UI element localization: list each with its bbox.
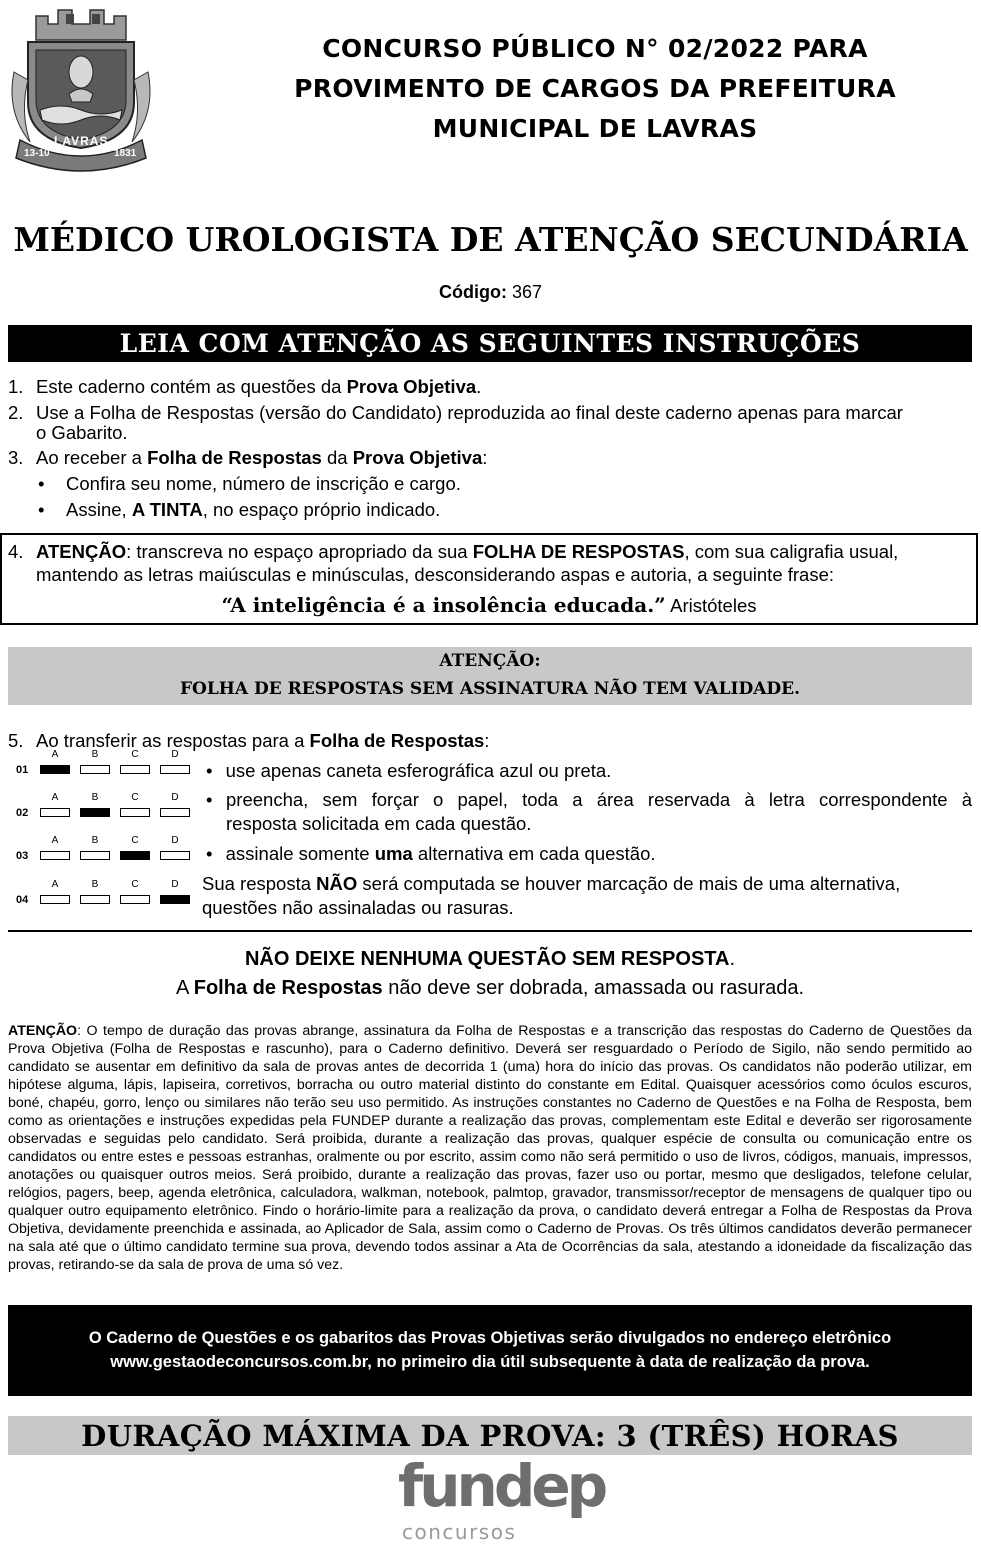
filled-bubble [120, 851, 150, 860]
filled-bubble [40, 765, 70, 774]
question-number: 01 [16, 764, 29, 776]
empty-bubble [120, 895, 150, 904]
bullet-text: use apenas caneta esferográfica azul ou preta. [225, 760, 612, 781]
empty-bubble [40, 808, 70, 817]
no-fold-text: não deve ser dobrada, amassada ou rasurada. [382, 977, 805, 999]
bullet-icon: • [38, 499, 45, 520]
no-blank-end: . [729, 948, 736, 970]
item-5-heading [8, 730, 972, 752]
attention-title: ATENÇÃO: [439, 651, 541, 671]
bullet-icon: • [206, 760, 213, 781]
publish-line-1: O Caderno de Questões e os gabaritos das Provas Objetivas serão divulgados no endereço eletrônico [88, 1329, 892, 1347]
item-4-label: ATENÇÃO [36, 541, 127, 562]
divider [8, 930, 972, 932]
no-fold-text: A [175, 977, 194, 999]
warning-paragraph [8, 1022, 972, 1274]
attention-text: FOLHA DE RESPOSTAS SEM ASSINATURA NÃO TEM VALIDADE. [179, 679, 801, 699]
codigo [0, 282, 981, 303]
option-letter: A [51, 879, 59, 890]
item-text: Ao transferir as respostas para a [36, 730, 310, 751]
duration-banner: DURAÇÃO MÁXIMA DA PROVA: 3 (TRÊS) HORAS [8, 1416, 972, 1455]
answer-example-row [16, 792, 196, 825]
item-number: 4. [8, 541, 24, 562]
option-letter: B [91, 792, 99, 803]
item-bold: Prova Objetiva [352, 447, 483, 468]
option-letter: C [131, 835, 139, 846]
item-number: 2. [8, 402, 24, 423]
item-text: : transcreva no espaço apropriado da sua [126, 541, 473, 562]
item-5-bullet-2-cont: resposta solicitada em cada questão. [226, 813, 532, 834]
empty-bubble [160, 765, 190, 774]
empty-bubble [120, 808, 150, 817]
item-bold: Prova Objetiva [346, 376, 477, 397]
answer-example-row [16, 879, 196, 912]
bullet-icon: • [206, 843, 213, 864]
warning-text: : O tempo de duração das provas abrange, assinatura da Folha de Respostas e a transcrição das respostas do Caderno de Questões da Prova Objetiva (Folha de Respostas e rascunho), para o Caderno definitivo. Deverá ser resguardado o Período de Sigilo, não sendo permitido ao candidato se ausentar em definitivo da sala de provas antes de decorrida 1 (uma) hora do início das provas. Os candidatos não poderão utilizar, em hipótese alguma, lápis, lapiseira, corretivos, borracha ou outro material distinto do constante em Edital. Quaisquer acessórios como óculos escuros, boné, chapéu, gorro, lenço ou similares não terão seu uso permitido. As instruções constantes no Caderno de Questões e na Folha de Resposta, bem como as orientações e instruções expedidas pela FUNDEP durante a realização das provas, complementam este Edital e deverão ser rigorosamente observadas e seguidas pelo candidato. Será proibida, durante a realização das provas, qualquer espécie de consulta ou comunicação entre os candidatos ou entre estes e pessoas estranhas, oralmente ou por escrito, assim como não será permitido o uso de livros, códigos, manuais, impressos, anotações ou quaisquer outros meios. Será proibido, durante a realização das provas, fazer uso ou portar, mesmo que desligados, telefone celular, relógios, pagers, beep, agenda eletrônica, calculadora, walkman, notebook, palmtop, gravador, transmissor/receptor de mensagens de qualquer tipo ou qualquer outro equipamento eletrônico. Findo o horário-limite para a realização da prova, o candidato deverá entregar a Folha de Respostas da Prova Objetiva, devidamente preenchida e assinada, ao Aplicador de Sala, assim como o Caderno de Provas. Os três últimos candidatos deverão permanecer na sala até que o último candidato termine sua prova, devendo todos assinar a Ata de Ocorrências da sala, atestando a idoneidade da fiscalização das provas, retirando-se da sala de prova de uma só vez. [8, 1023, 972, 1273]
filled-bubble [160, 895, 190, 904]
fundep-logo [398, 1452, 605, 1550]
bullet-text: Confira seu nome, número de inscrição e cargo. [66, 473, 461, 494]
item-text: da [321, 447, 353, 468]
empty-bubble [160, 808, 190, 817]
item-5-bullet-1 [206, 760, 611, 782]
header-line-1: CONCURSO PÚBLICO N° 02/2022 PARA [322, 34, 868, 63]
no-fold-bold: Folha de Respostas [193, 977, 383, 999]
instructions-bar: LEIA COM ATENÇÃO AS SEGUINTES INSTRUÇÕES [8, 325, 972, 362]
item-bold: Folha de Respostas [147, 447, 322, 468]
attention-box [8, 647, 972, 705]
empty-bubble [40, 851, 70, 860]
item-number: 5. [8, 730, 24, 751]
bullet-bold: uma [374, 843, 413, 864]
option-letter: C [131, 879, 139, 890]
bullet-text: assinale somente [225, 843, 375, 864]
option-letter: A [51, 749, 59, 760]
crest-ribbon-text: LAVRAS [54, 134, 109, 148]
question-number: 04 [16, 894, 29, 906]
empty-bubble [80, 895, 110, 904]
item-5-note [202, 873, 972, 895]
option-letter: A [51, 835, 59, 846]
codigo-value: 367 [511, 282, 543, 302]
item-4-quote: “A inteligência é a insolência educada.” [221, 593, 666, 617]
bullet-bold: A TINTA [131, 499, 203, 520]
option-letter: A [51, 792, 59, 803]
answer-example-row [16, 749, 196, 782]
bullet-text: alternativa em cada questão. [412, 843, 656, 864]
crest-date-right: 1831 [114, 148, 137, 159]
option-letter: B [91, 749, 99, 760]
no-fold-notice [8, 977, 972, 1000]
bullet-icon: • [38, 473, 45, 494]
item-text: : [482, 447, 488, 468]
empty-bubble [80, 765, 110, 774]
answer-example-row [16, 835, 196, 868]
publish-line-2: www.gestaodeconcursos.com.br, no primeiro dia útil subsequente à data de realização da prova. [110, 1353, 870, 1371]
empty-bubble [80, 851, 110, 860]
item-bold: FOLHA DE RESPOSTAS [472, 541, 685, 562]
option-letter: D [171, 792, 179, 803]
item-4-line-2: mantendo as letras maiúsculas e minúsculas, desconsiderando aspas e autoria, a seguinte frase: [36, 564, 835, 585]
note-bold: NÃO [316, 873, 358, 894]
item-text: , com sua caligrafia usual, [684, 541, 899, 562]
item-5-note-cont: questões não assinaladas ou rasuras. [202, 897, 514, 918]
page-title: MÉDICO UROLOGISTA DE ATENÇÃO SECUNDÁRIA [13, 220, 968, 259]
option-letter: B [91, 879, 99, 890]
logo-subtitle: concursos [402, 1520, 517, 1544]
item-number: 3. [8, 447, 24, 468]
empty-bubble [120, 765, 150, 774]
bullet-text: preencha, sem forçar o papel, toda a área reservada à letra correspondente à [226, 789, 972, 810]
question-number: 02 [16, 807, 29, 819]
note-text: Sua resposta [202, 873, 317, 894]
bullet-icon: • [206, 789, 213, 810]
item-5-bullet-2 [206, 789, 972, 811]
municipal-crest [6, 2, 156, 172]
item-4-quote-line [2, 593, 976, 617]
logo-wordmark: fundep [398, 1452, 605, 1520]
empty-bubble [40, 895, 70, 904]
option-letter: C [131, 792, 139, 803]
item-4-box [0, 533, 978, 625]
item-text: Este caderno contém as questões da [36, 376, 347, 397]
crest-date-left: 13-10 [24, 148, 50, 159]
header-line-2: PROVIMENTO DE CARGOS DA PREFEITURA [294, 74, 896, 103]
item-text: Ao receber a [36, 447, 148, 468]
option-letter: B [91, 835, 99, 846]
option-letter: D [171, 879, 179, 890]
no-blank-notice [8, 948, 972, 971]
item-bold: Folha de Respostas [309, 730, 485, 751]
item-5-bullet-3 [206, 843, 656, 865]
instruction-item-2-cont: o Gabarito. [36, 422, 128, 443]
option-letter: D [171, 835, 179, 846]
note-text: será computada se houver marcação de mais de uma alternativa, [357, 873, 901, 894]
option-letter: D [171, 749, 179, 760]
warning-label: ATENÇÃO [8, 1023, 78, 1039]
instructions-list [8, 376, 972, 526]
option-letter: C [131, 749, 139, 760]
no-blank-bold: NÃO DEIXE NENHUMA QUESTÃO SEM RESPOSTA [244, 948, 730, 970]
bullet-text: Assine, [66, 499, 132, 520]
publish-box [8, 1305, 972, 1396]
bullet-text: , no espaço próprio indicado. [202, 499, 441, 520]
item-number: 1. [8, 376, 24, 397]
question-number: 03 [16, 850, 29, 862]
item-4-line-1 [8, 541, 899, 563]
item-text: : [484, 730, 490, 751]
item-text: . [476, 376, 482, 397]
empty-bubble [160, 851, 190, 860]
filled-bubble [80, 808, 110, 817]
codigo-label: Código: [438, 282, 507, 302]
item-4-author: Aristóteles [670, 595, 757, 616]
header-line-3: MUNICIPAL DE LAVRAS [432, 114, 758, 143]
item-text: Use a Folha de Respostas (versão do Candidato) reproduzida ao final deste caderno apenas para marcar [36, 402, 903, 423]
